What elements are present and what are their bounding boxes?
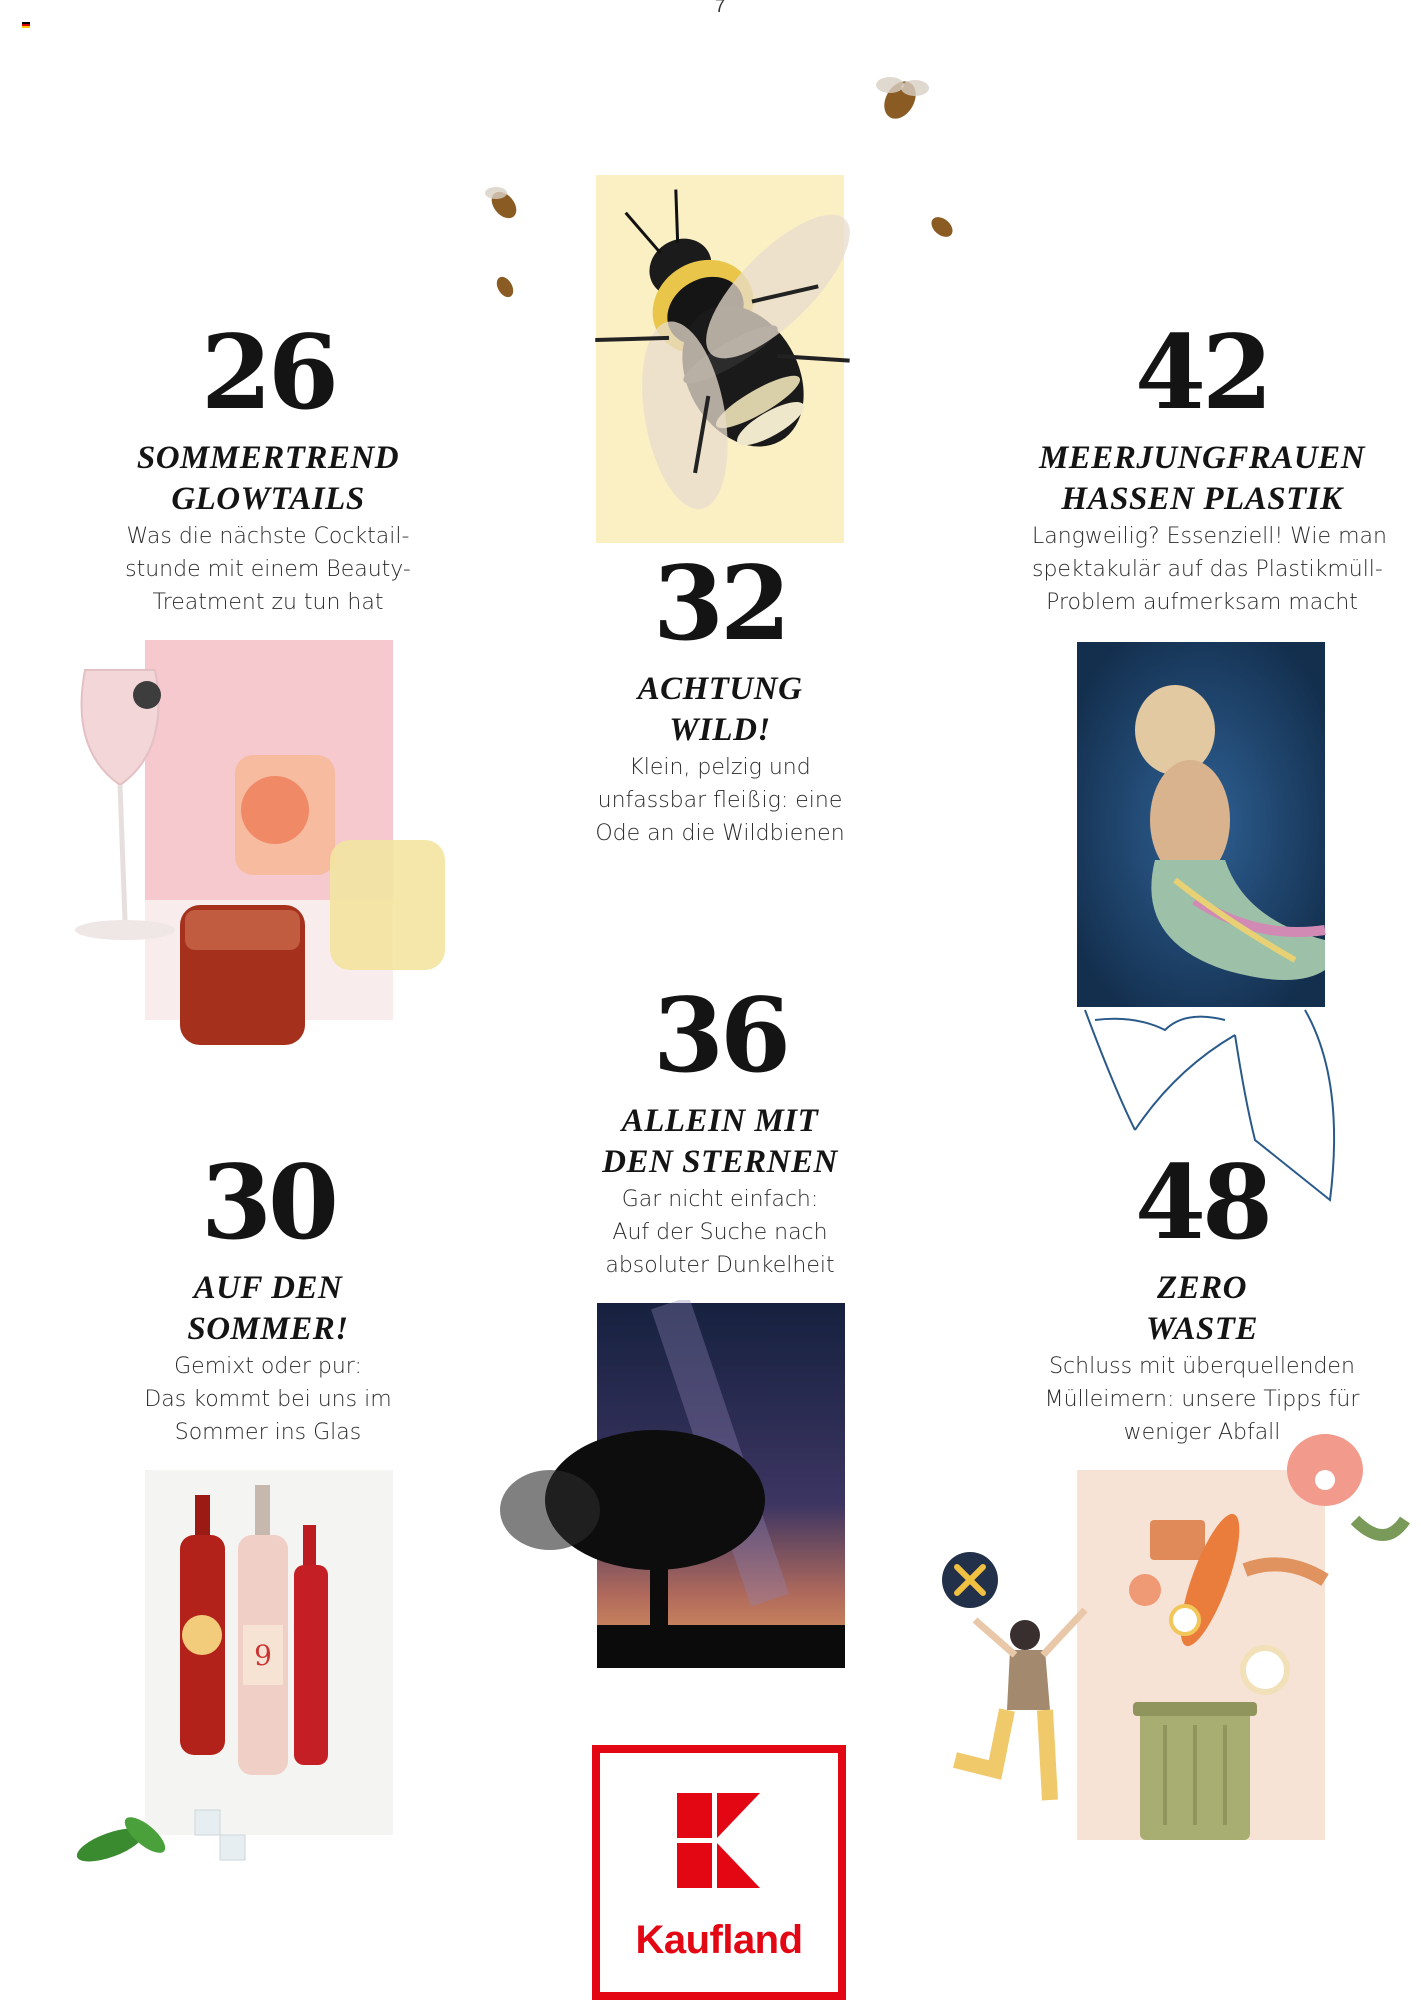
article-36[interactable] — [550, 976, 890, 1282]
flag-icon — [22, 22, 30, 28]
mermaid-image[interactable] — [1075, 640, 1375, 1210]
article-description: Was die nächste Cocktail- stunde mit einem Beauty- Treatment zu tun hat — [125, 524, 411, 615]
article-description: Klein, pelzig und unfassbar fleißig: eine Ode an die Wildbienen — [595, 755, 845, 846]
bee-icon — [474, 175, 534, 230]
article-42[interactable] — [1032, 313, 1387, 619]
x-mark-icon — [942, 1552, 998, 1608]
article-number: 26 — [201, 313, 335, 433]
article-description: Langweilig? Essenziell! Wie man spektakulär auf das Plastikmüll- Problem aufmerksam macht — [1032, 524, 1387, 615]
article-32[interactable] — [550, 544, 890, 850]
article-number: 30 — [201, 1143, 335, 1263]
article-title: MEERJUNGFRAUEN HASSEN PLASTIK — [1038, 440, 1366, 517]
bee-icon — [860, 60, 940, 130]
bottles-image[interactable] — [50, 1465, 450, 1935]
bee-icon — [920, 205, 965, 245]
bee-image[interactable] — [548, 150, 948, 545]
article-number: 32 — [653, 544, 787, 664]
bee-icon — [485, 265, 525, 305]
article-30[interactable] — [98, 1143, 438, 1449]
brand-wordmark: Kaufland — [635, 1918, 803, 1962]
article-number: 42 — [1135, 313, 1269, 433]
article-26[interactable] — [98, 313, 438, 619]
zero-waste-illustration[interactable] — [915, 1410, 1421, 1860]
article-number: 36 — [653, 976, 787, 1096]
article-description: Gar nicht einfach: Auf der Suche nach absoluter Dunkelheit — [605, 1187, 835, 1278]
article-title: SOMMERTREND GLOWTAILS — [136, 440, 400, 517]
article-title: ZERO WASTE — [1146, 1270, 1258, 1347]
article-title: ACHTUNG WILD! — [637, 671, 803, 748]
article-description: Schluss mit überquellenden Mülleimern: unsere Tipps für weniger Abfall — [1044, 1354, 1360, 1445]
page-number: 7 — [714, 0, 725, 16]
article-description: Gemixt oder pur: Das kommt bei uns im Sommer ins Glas — [144, 1354, 392, 1445]
night-sky-image[interactable] — [490, 1300, 850, 1670]
article-number: 48 — [1135, 1143, 1269, 1263]
article-title: ALLEIN MIT DEN STERNEN — [602, 1103, 838, 1180]
svg-text:9: 9 — [254, 1639, 272, 1672]
article-title: AUF DEN SOMMER! — [187, 1270, 349, 1347]
cocktail-image[interactable] — [15, 640, 465, 1090]
kaufland-logo[interactable] — [592, 1745, 846, 2000]
